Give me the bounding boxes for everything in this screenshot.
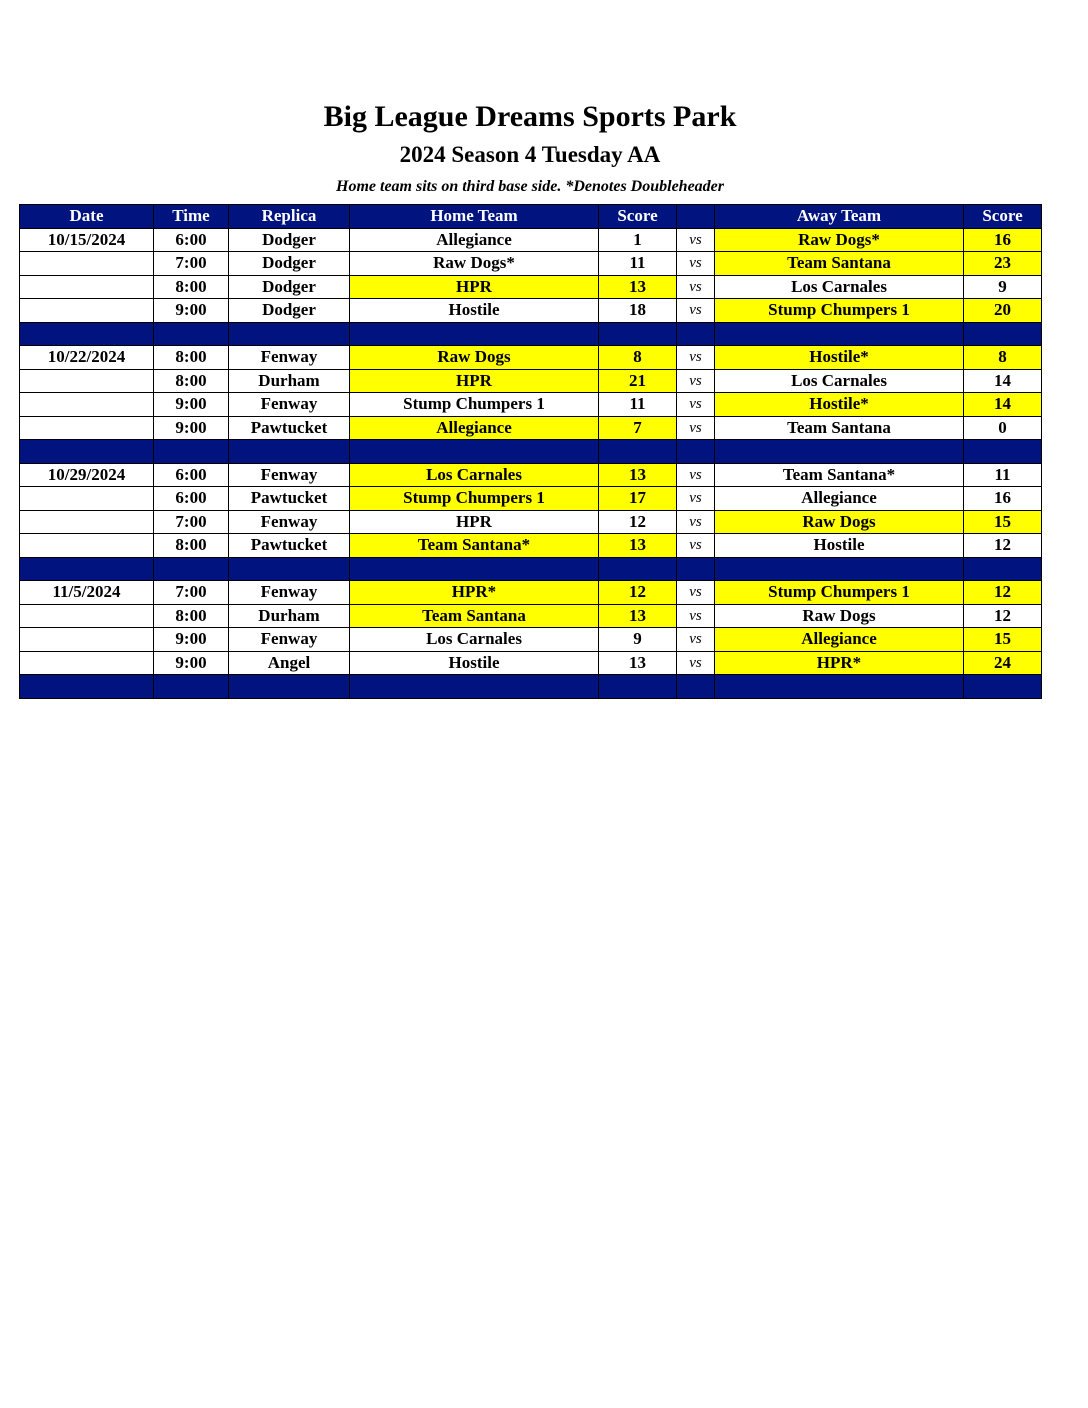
header-vs — [677, 205, 715, 229]
replica-cell: Durham — [229, 369, 350, 393]
home-score-cell: 7 — [599, 416, 677, 440]
game-row — [20, 299, 1042, 323]
replica-cell: Fenway — [229, 346, 350, 370]
home-score-cell: 13 — [599, 534, 677, 558]
away-team-cell: Los Carnales — [715, 369, 964, 393]
date-cell: 11/5/2024 — [20, 581, 154, 605]
date-cell — [20, 369, 154, 393]
schedule-body — [20, 228, 1042, 698]
home-score-cell: 17 — [599, 487, 677, 511]
home-score-cell: 12 — [599, 510, 677, 534]
replica-cell: Fenway — [229, 510, 350, 534]
replica-cell: Angel — [229, 651, 350, 675]
vs-cell: vs — [677, 651, 715, 675]
week-separator-row — [20, 440, 1042, 464]
away-team-cell: Team Santana — [715, 252, 964, 276]
date-cell: 10/15/2024 — [20, 228, 154, 252]
away-team-cell: Stump Chumpers 1 — [715, 299, 964, 323]
separator-cell — [677, 322, 715, 346]
separator-cell — [715, 675, 964, 699]
home-team-cell: Hostile — [350, 299, 599, 323]
date-cell — [20, 651, 154, 675]
separator-cell — [677, 440, 715, 464]
schedule-note: Home team sits on third base side. *Denotes Doubleheader — [336, 178, 724, 195]
header-home-team: Home Team — [350, 205, 599, 229]
replica-cell: Pawtucket — [229, 487, 350, 511]
separator-cell — [677, 675, 715, 699]
vs-cell: vs — [677, 252, 715, 276]
home-team-cell: HPR — [350, 369, 599, 393]
separator-cell — [229, 322, 350, 346]
vs-cell: vs — [677, 275, 715, 299]
away-score-cell: 16 — [964, 228, 1042, 252]
home-score-cell: 21 — [599, 369, 677, 393]
header-time: Time — [154, 205, 229, 229]
time-cell: 9:00 — [154, 299, 229, 323]
vs-cell: vs — [677, 581, 715, 605]
separator-cell — [715, 322, 964, 346]
home-team-cell: Stump Chumpers 1 — [350, 487, 599, 511]
time-cell: 9:00 — [154, 651, 229, 675]
replica-cell: Fenway — [229, 463, 350, 487]
away-team-cell: Allegiance — [715, 487, 964, 511]
vs-cell: vs — [677, 510, 715, 534]
away-team-cell: Stump Chumpers 1 — [715, 581, 964, 605]
date-cell: 10/29/2024 — [20, 463, 154, 487]
date-cell — [20, 604, 154, 628]
home-score-cell: 18 — [599, 299, 677, 323]
home-score-cell: 8 — [599, 346, 677, 370]
separator-cell — [229, 440, 350, 464]
home-team-cell: Team Santana — [350, 604, 599, 628]
separator-cell — [154, 440, 229, 464]
week-separator-row — [20, 322, 1042, 346]
header-home-score: Score — [599, 205, 677, 229]
separator-cell — [350, 440, 599, 464]
date-cell: 10/22/2024 — [20, 346, 154, 370]
home-team-cell: Los Carnales — [350, 463, 599, 487]
home-score-cell: 12 — [599, 581, 677, 605]
time-cell: 6:00 — [154, 463, 229, 487]
page-title: Big League Dreams Sports Park — [323, 100, 737, 133]
separator-cell — [229, 675, 350, 699]
time-cell: 8:00 — [154, 604, 229, 628]
date-cell — [20, 534, 154, 558]
header-away-score: Score — [964, 205, 1042, 229]
page-subtitle: 2024 Season 4 Tuesday AA — [399, 142, 661, 167]
vs-cell: vs — [677, 628, 715, 652]
home-score-cell: 9 — [599, 628, 677, 652]
week-separator-row — [20, 675, 1042, 699]
header-date: Date — [20, 205, 154, 229]
home-score-cell: 13 — [599, 604, 677, 628]
game-row — [20, 393, 1042, 417]
replica-cell: Dodger — [229, 228, 350, 252]
home-team-cell: HPR — [350, 510, 599, 534]
separator-cell — [964, 440, 1042, 464]
vs-cell: vs — [677, 299, 715, 323]
separator-cell — [20, 557, 154, 581]
separator-cell — [715, 557, 964, 581]
time-cell: 6:00 — [154, 487, 229, 511]
away-team-cell: Raw Dogs — [715, 510, 964, 534]
game-row — [20, 346, 1042, 370]
replica-cell: Dodger — [229, 299, 350, 323]
away-score-cell: 12 — [964, 581, 1042, 605]
date-cell — [20, 393, 154, 417]
away-score-cell: 15 — [964, 510, 1042, 534]
game-row — [20, 252, 1042, 276]
header-away-team: Away Team — [715, 205, 964, 229]
date-cell — [20, 416, 154, 440]
date-cell — [20, 628, 154, 652]
away-team-cell: Team Santana — [715, 416, 964, 440]
separator-cell — [964, 322, 1042, 346]
home-team-cell: HPR — [350, 275, 599, 299]
home-team-cell: Team Santana* — [350, 534, 599, 558]
separator-cell — [154, 322, 229, 346]
replica-cell: Fenway — [229, 581, 350, 605]
game-row — [20, 510, 1042, 534]
away-score-cell: 0 — [964, 416, 1042, 440]
game-row — [20, 228, 1042, 252]
home-team-cell: Raw Dogs — [350, 346, 599, 370]
separator-cell — [20, 440, 154, 464]
vs-cell: vs — [677, 228, 715, 252]
time-cell: 9:00 — [154, 416, 229, 440]
home-team-cell: Stump Chumpers 1 — [350, 393, 599, 417]
time-cell: 8:00 — [154, 534, 229, 558]
game-row — [20, 534, 1042, 558]
game-row — [20, 628, 1042, 652]
separator-cell — [599, 557, 677, 581]
game-row — [20, 275, 1042, 299]
separator-cell — [350, 675, 599, 699]
home-team-cell: Hostile — [350, 651, 599, 675]
separator-cell — [599, 322, 677, 346]
game-row — [20, 487, 1042, 511]
vs-cell: vs — [677, 534, 715, 558]
away-score-cell: 14 — [964, 393, 1042, 417]
separator-cell — [20, 675, 154, 699]
separator-cell — [350, 557, 599, 581]
away-score-cell: 9 — [964, 275, 1042, 299]
vs-cell: vs — [677, 604, 715, 628]
vs-cell: vs — [677, 393, 715, 417]
separator-cell — [350, 322, 599, 346]
vs-cell: vs — [677, 369, 715, 393]
time-cell: 7:00 — [154, 510, 229, 534]
away-team-cell: Los Carnales — [715, 275, 964, 299]
schedule-table — [19, 204, 1042, 699]
time-cell: 8:00 — [154, 369, 229, 393]
replica-cell: Pawtucket — [229, 416, 350, 440]
game-row — [20, 604, 1042, 628]
time-cell: 8:00 — [154, 275, 229, 299]
date-cell — [20, 487, 154, 511]
away-score-cell: 12 — [964, 534, 1042, 558]
separator-cell — [599, 440, 677, 464]
away-team-cell: Team Santana* — [715, 463, 964, 487]
replica-cell: Pawtucket — [229, 534, 350, 558]
away-score-cell: 14 — [964, 369, 1042, 393]
replica-cell: Dodger — [229, 275, 350, 299]
game-row — [20, 416, 1042, 440]
away-team-cell: Raw Dogs* — [715, 228, 964, 252]
replica-cell: Durham — [229, 604, 350, 628]
replica-cell: Fenway — [229, 393, 350, 417]
game-row — [20, 581, 1042, 605]
away-score-cell: 12 — [964, 604, 1042, 628]
date-cell — [20, 252, 154, 276]
time-cell: 9:00 — [154, 393, 229, 417]
separator-cell — [20, 322, 154, 346]
vs-cell: vs — [677, 463, 715, 487]
separator-cell — [154, 557, 229, 581]
away-team-cell: Hostile* — [715, 346, 964, 370]
vs-cell: vs — [677, 346, 715, 370]
game-row — [20, 369, 1042, 393]
time-cell: 6:00 — [154, 228, 229, 252]
home-score-cell: 11 — [599, 393, 677, 417]
home-score-cell: 11 — [599, 252, 677, 276]
time-cell: 7:00 — [154, 252, 229, 276]
separator-cell — [964, 675, 1042, 699]
home-score-cell: 13 — [599, 651, 677, 675]
date-cell — [20, 299, 154, 323]
home-score-cell: 1 — [599, 228, 677, 252]
away-score-cell: 15 — [964, 628, 1042, 652]
away-score-cell: 20 — [964, 299, 1042, 323]
game-row — [20, 651, 1042, 675]
time-cell: 8:00 — [154, 346, 229, 370]
home-team-cell: HPR* — [350, 581, 599, 605]
header-row — [20, 205, 1042, 229]
time-cell: 9:00 — [154, 628, 229, 652]
home-score-cell: 13 — [599, 463, 677, 487]
vs-cell: vs — [677, 416, 715, 440]
separator-cell — [964, 557, 1042, 581]
game-row — [20, 463, 1042, 487]
away-score-cell: 23 — [964, 252, 1042, 276]
separator-cell — [229, 557, 350, 581]
replica-cell: Dodger — [229, 252, 350, 276]
home-score-cell: 13 — [599, 275, 677, 299]
separator-cell — [154, 675, 229, 699]
week-separator-row — [20, 557, 1042, 581]
away-team-cell: Allegiance — [715, 628, 964, 652]
away-team-cell: Raw Dogs — [715, 604, 964, 628]
separator-cell — [599, 675, 677, 699]
home-team-cell: Los Carnales — [350, 628, 599, 652]
home-team-cell: Allegiance — [350, 228, 599, 252]
header-replica: Replica — [229, 205, 350, 229]
away-score-cell: 8 — [964, 346, 1042, 370]
separator-cell — [715, 440, 964, 464]
replica-cell: Fenway — [229, 628, 350, 652]
home-team-cell: Raw Dogs* — [350, 252, 599, 276]
time-cell: 7:00 — [154, 581, 229, 605]
vs-cell: vs — [677, 487, 715, 511]
away-score-cell: 24 — [964, 651, 1042, 675]
away-score-cell: 16 — [964, 487, 1042, 511]
away-score-cell: 11 — [964, 463, 1042, 487]
date-cell — [20, 510, 154, 534]
away-team-cell: Hostile — [715, 534, 964, 558]
away-team-cell: Hostile* — [715, 393, 964, 417]
date-cell — [20, 275, 154, 299]
home-team-cell: Allegiance — [350, 416, 599, 440]
away-team-cell: HPR* — [715, 651, 964, 675]
separator-cell — [677, 557, 715, 581]
